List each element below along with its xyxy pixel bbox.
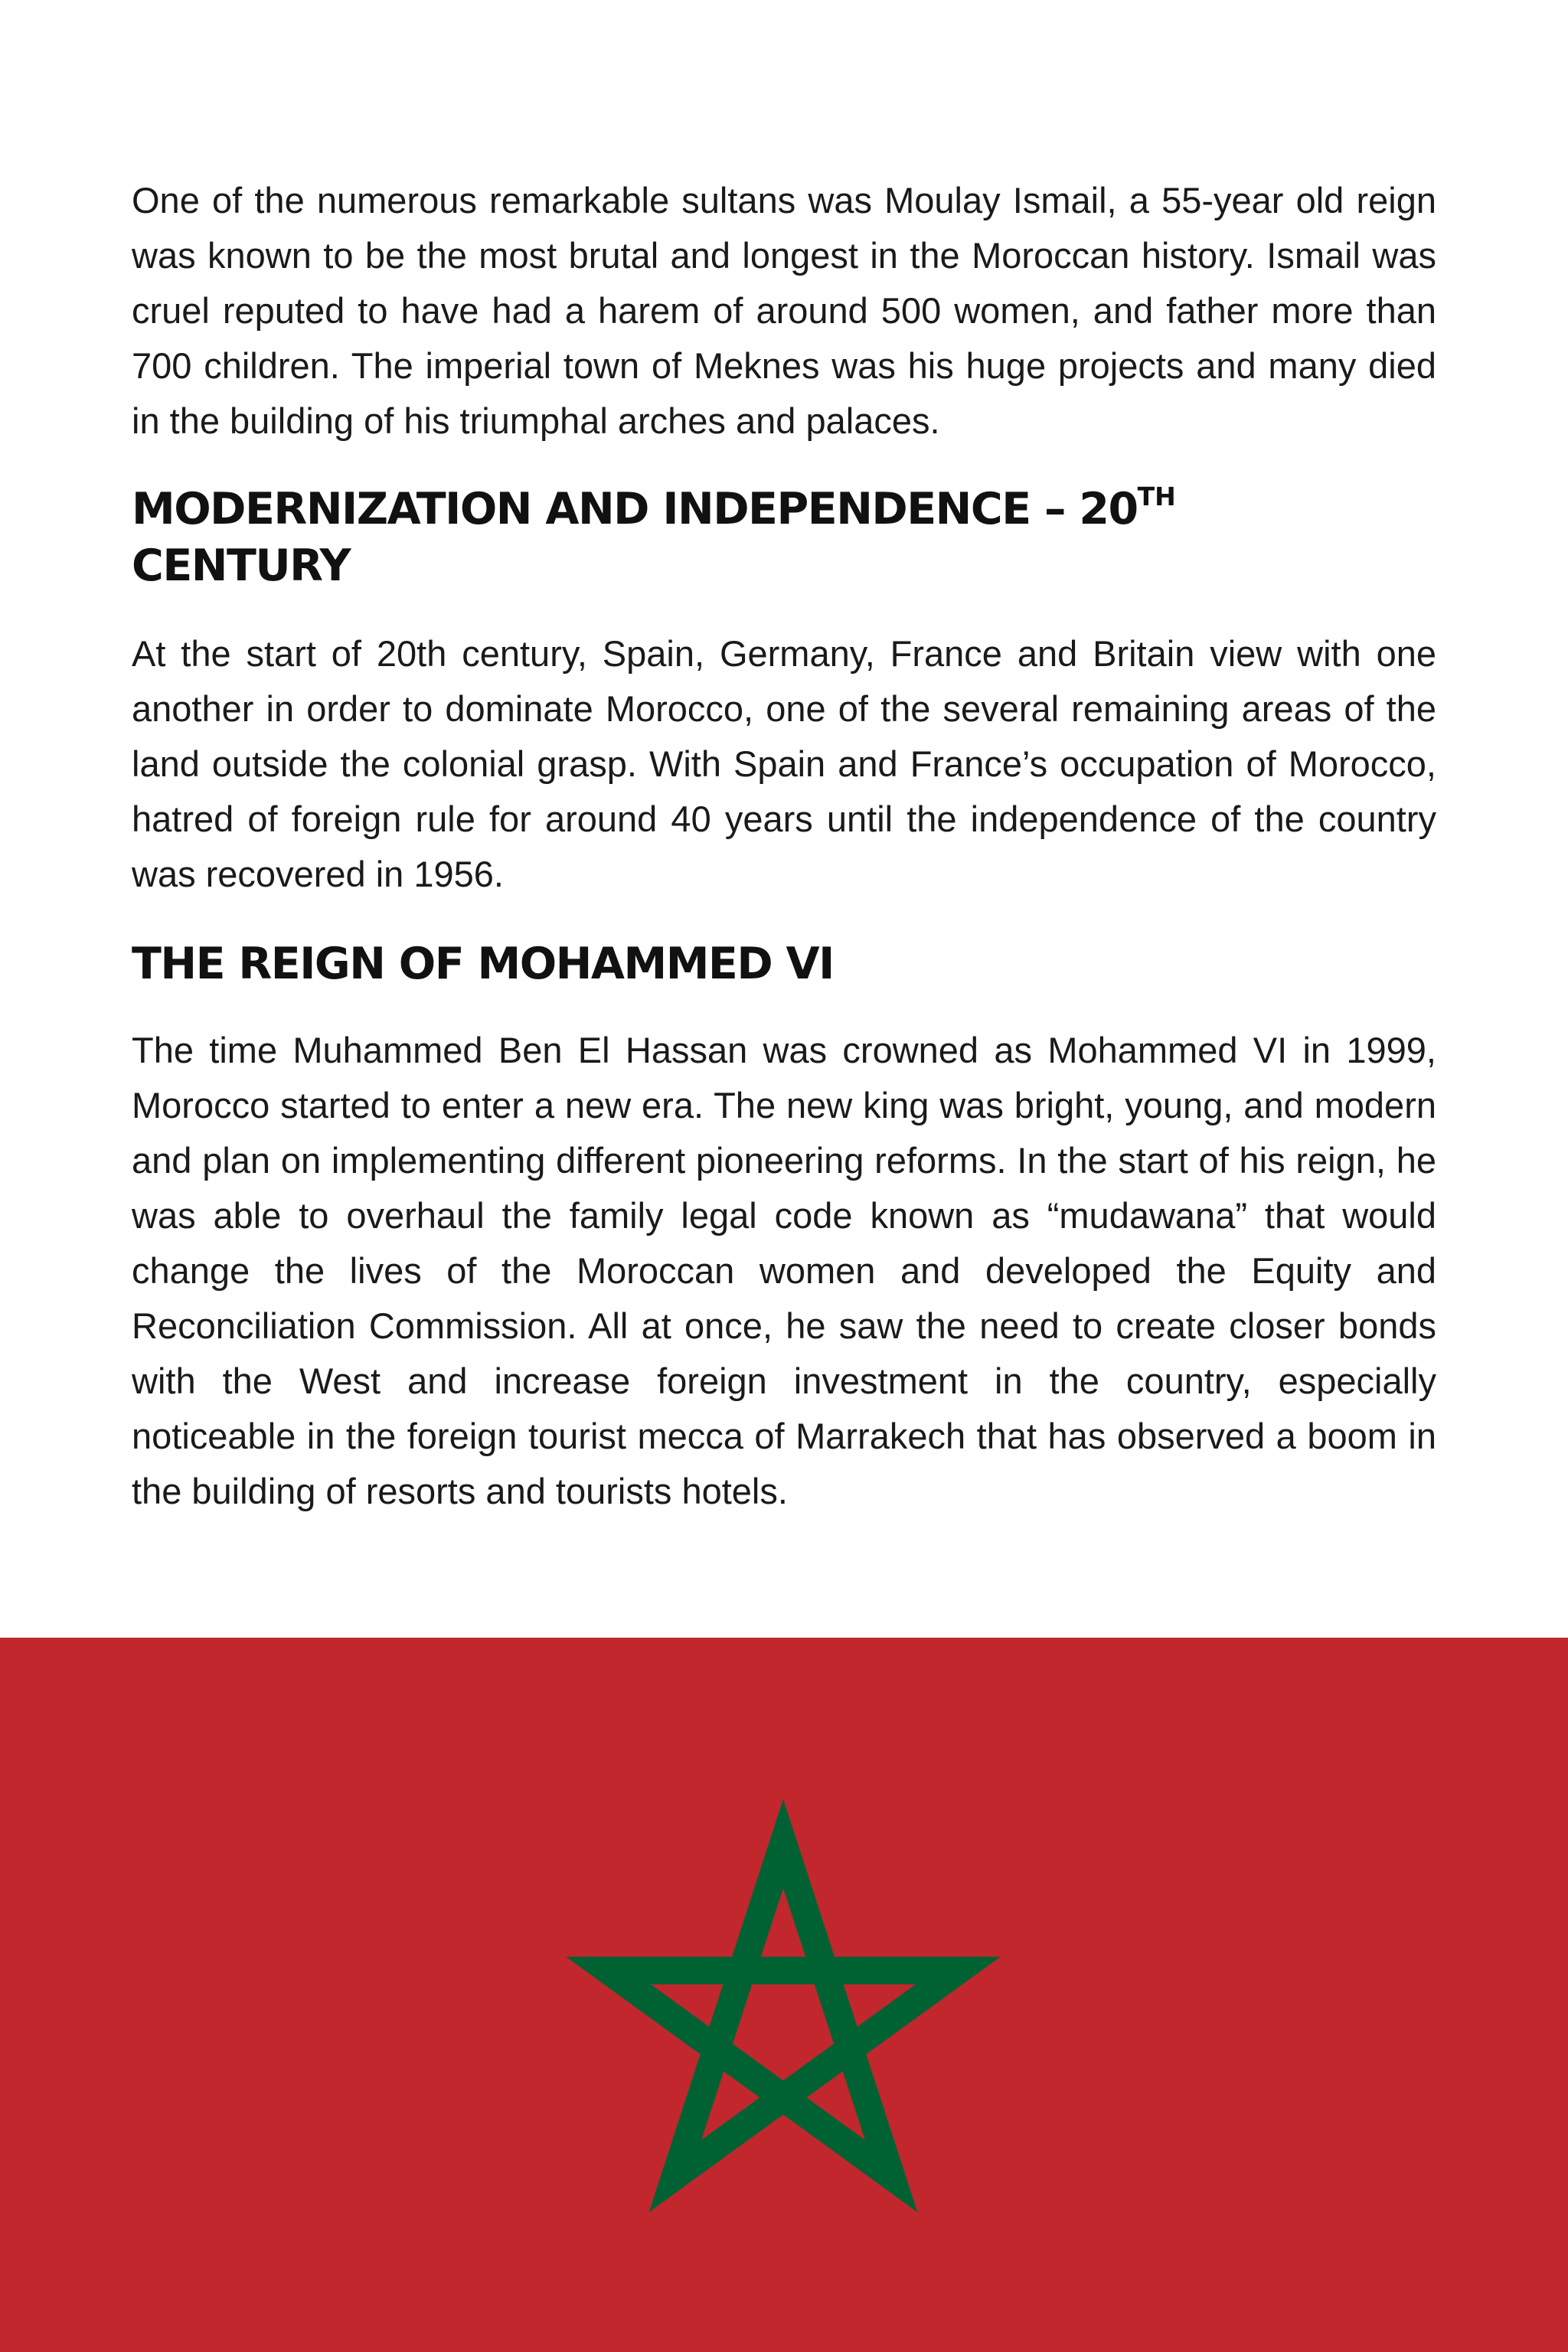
document-body [132, 173, 1436, 1519]
paragraph-mohammed-vi: The time Muhammed Ben El Hassan was crowned as Mohammed VI in 1999, Morocco started to enter a new era. The new king was bright, young, and modern and plan on implementing different pioneering reforms. In the start of his reign, he was able to overhaul the family legal code known as “mudawana” that would change the lives of the Moroccan women and developed the Equity and Reconciliation Commission. All at once, he saw the need to create closer bonds with the West and increase foreign investment in the country, especially noticeable in the foreign tourist mecca of Marrakech that has observed a boom in the building of resorts and tourists hotels. [132, 1030, 1436, 1511]
heading-modernization-independence [132, 481, 1436, 594]
paragraph-colonial-era: At the start of 20th century, Spain, Germany, France and Britain view with one another in order to dominate Morocco, one of the several remaining areas of the land outside the colonial grasp. With Spain and France’s occupation of Morocco, hatred of foreign rule for around 40 years until the independence of the country was recovered in 1956. [132, 633, 1436, 894]
heading-modernization-superscript: TH [1137, 482, 1176, 511]
flag-red-field [0, 1638, 1568, 2352]
paragraph-moulay-ismail: One of the numerous remarkable sultans was Moulay Ismail, a 55-year old reign was known to be the most brutal and longest in the Moroccan history. Ismail was cruel reputed to have had a harem of around 500 women, and father more than 700 children. The imperial town of Meknes was his huge projects and many died in the building of his triumphal arches and palaces. [132, 180, 1436, 441]
moroccan-flag-graphic [0, 1638, 1568, 2352]
moroccan-flag [0, 1638, 1568, 2352]
heading-reign-mohammed-vi: THE REIGN OF MOHAMMED VI [132, 939, 834, 989]
heading-modernization-main: MODERNIZATION AND INDEPENDENCE – 20 [132, 484, 1138, 534]
heading-modernization-line-2: CENTURY [132, 541, 351, 591]
